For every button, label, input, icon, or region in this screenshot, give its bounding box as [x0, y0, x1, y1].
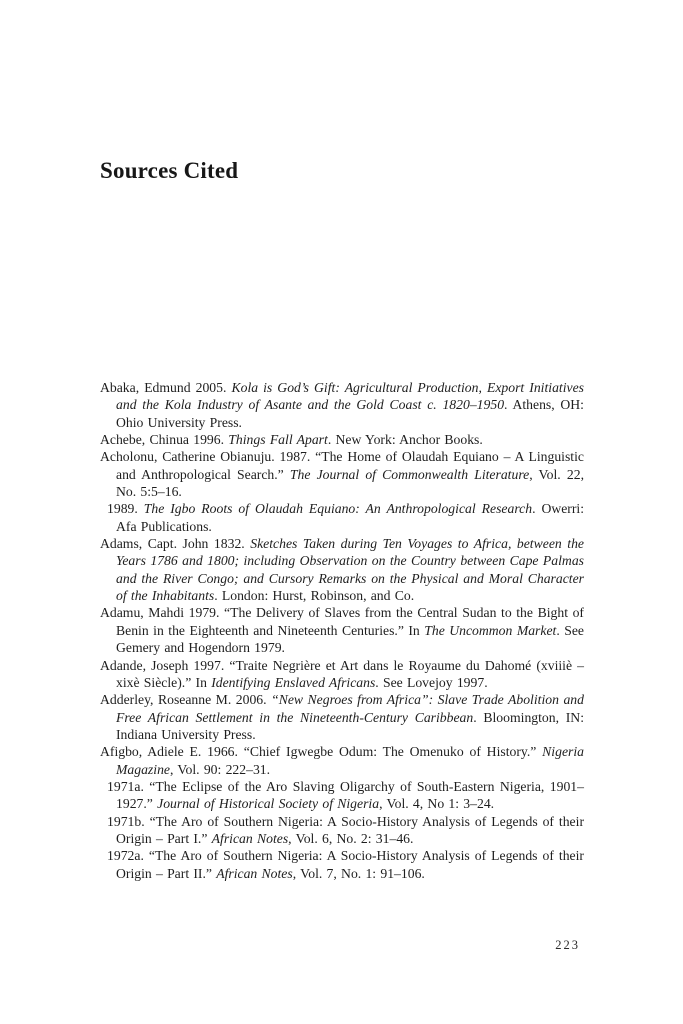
entry-italic-segment: Nigeria Magazine — [116, 744, 584, 777]
entry-italic-segment: Kola is God’s Gift: Agricultural Production, Export Initiatives and the Kola Industry of Asante and the Gold Coast c. 1820–1950 — [116, 380, 584, 413]
entry-text-segment: Adande, Joseph 1997. “Traite Negrière et Art dans le Royaume du Dahomé (xviiiè – xixè Siècle).” In — [100, 657, 584, 690]
bibliography-entry — [100, 379, 584, 431]
entry-text-segment: Adamu, Mahdi 1979. “The Delivery of Slaves from the Central Sudan to the Bight of Benin in the Eighteenth and Nineteenth Centuries.” In — [100, 605, 584, 638]
entry-text-segment: 1971b. “The Aro of Southern Nigeria: A Socio-History Analysis of Legends of their Origin – Part I.” — [107, 813, 584, 846]
page-title: Sources Cited — [100, 158, 239, 183]
entry-text-segment: 1972a. “The Aro of Southern Nigeria: A Socio-History Analysis of Legends of their Origin – Part II.” — [107, 848, 584, 881]
entry-italic-segment: The Uncommon Market — [424, 622, 557, 638]
bibliography-entry — [100, 847, 584, 882]
entry-text-segment: . Bloomington, IN: Indiana University Press. — [116, 709, 584, 742]
entry-italic-segment: Journal of Historical Society of Nigeria — [157, 796, 380, 812]
bibliography-entry — [100, 535, 584, 604]
entry-text-segment: 1971a. “The Eclipse of the Aro Slaving Oligarchy of South-Eastern Nigeria, 1901–1927.” — [107, 778, 584, 812]
entry-text-segment: , Vol. 7, No. 1: 91–106. — [292, 865, 425, 881]
entry-text-segment: , Vol. 6, No. 2: 31–46. — [288, 830, 414, 846]
bibliography-entry — [100, 448, 584, 500]
entry-text-segment: Achebe, Chinua 1996. — [100, 432, 229, 448]
entry-text-segment: . See Lovejoy 1997. — [375, 674, 488, 690]
entry-italic-segment: “New Negroes from Africa”: Slave Trade Abolition and Free African Settlement in the Nineteenth-Century Caribbean — [116, 692, 584, 725]
entry-text-segment: . Athens, OH: Ohio University Press. — [116, 397, 584, 430]
entry-text-segment: Abaka, Edmund 2005. — [100, 380, 232, 395]
bibliography-entry — [100, 813, 584, 848]
bibliography-entry — [100, 604, 584, 656]
entry-italic-segment: The Journal of Commonwealth Literature — [289, 466, 530, 482]
bibliography-entry — [100, 778, 584, 813]
entry-italic-segment: The Igbo Roots of Olaudah Equiano: An Anthropological Research — [143, 501, 533, 517]
entry-text-segment: Afigbo, Adiele E. 1966. “Chief Igwegbe Odum: The Omenuko of History.” — [100, 744, 543, 760]
entry-italic-segment: African Notes — [216, 865, 293, 881]
entry-text-segment: . London: Hurst, Robinson, and Co. — [214, 588, 415, 604]
entry-text-segment: Adams, Capt. John 1832. — [100, 536, 251, 552]
bibliography-entry — [100, 500, 584, 535]
entry-text-segment: Adderley, Roseanne M. 2006. — [100, 692, 272, 708]
entry-italic-segment: African Notes — [211, 830, 289, 846]
entry-italic-segment: Identifying Enslaved Africans — [211, 674, 376, 690]
entry-text-segment: . Owerri: Afa Publications. — [116, 501, 585, 534]
entry-text-segment: . See Gemery and Hogendorn 1979. — [116, 622, 584, 656]
entry-italic-segment: Sketches Taken during Ten Voyages to Africa, between the Years 1786 and 1800; including Observation on the Country between Cape Palmas and the River Congo; and Cursory Remarks on the Physical and Moral Character of the Inhabitants — [116, 536, 584, 604]
bibliography-entry — [100, 691, 584, 743]
page-number: 223 — [555, 938, 580, 952]
bibliography-entry — [100, 431, 584, 448]
bibliography-entry — [100, 657, 584, 692]
bibliography-list — [100, 379, 584, 882]
entry-italic-segment: Things Fall Apart — [228, 432, 328, 448]
entry-text-segment: , Vol. 22, No. 5:5–16. — [116, 466, 584, 500]
entry-text-segment: , Vol. 90: 222–31. — [169, 761, 271, 777]
bibliography-entry — [100, 743, 584, 778]
entry-text-segment: . New York: Anchor Books. — [327, 432, 483, 448]
entry-text-segment: 1989. — [107, 501, 144, 517]
entry-text-segment: , Vol. 4, No 1: 3–24. — [379, 796, 495, 812]
entry-text-segment: Acholonu, Catherine Obianuju. 1987. “The Home of Olaudah Equiano – A Linguistic and Anthropological Search.” — [100, 449, 584, 482]
